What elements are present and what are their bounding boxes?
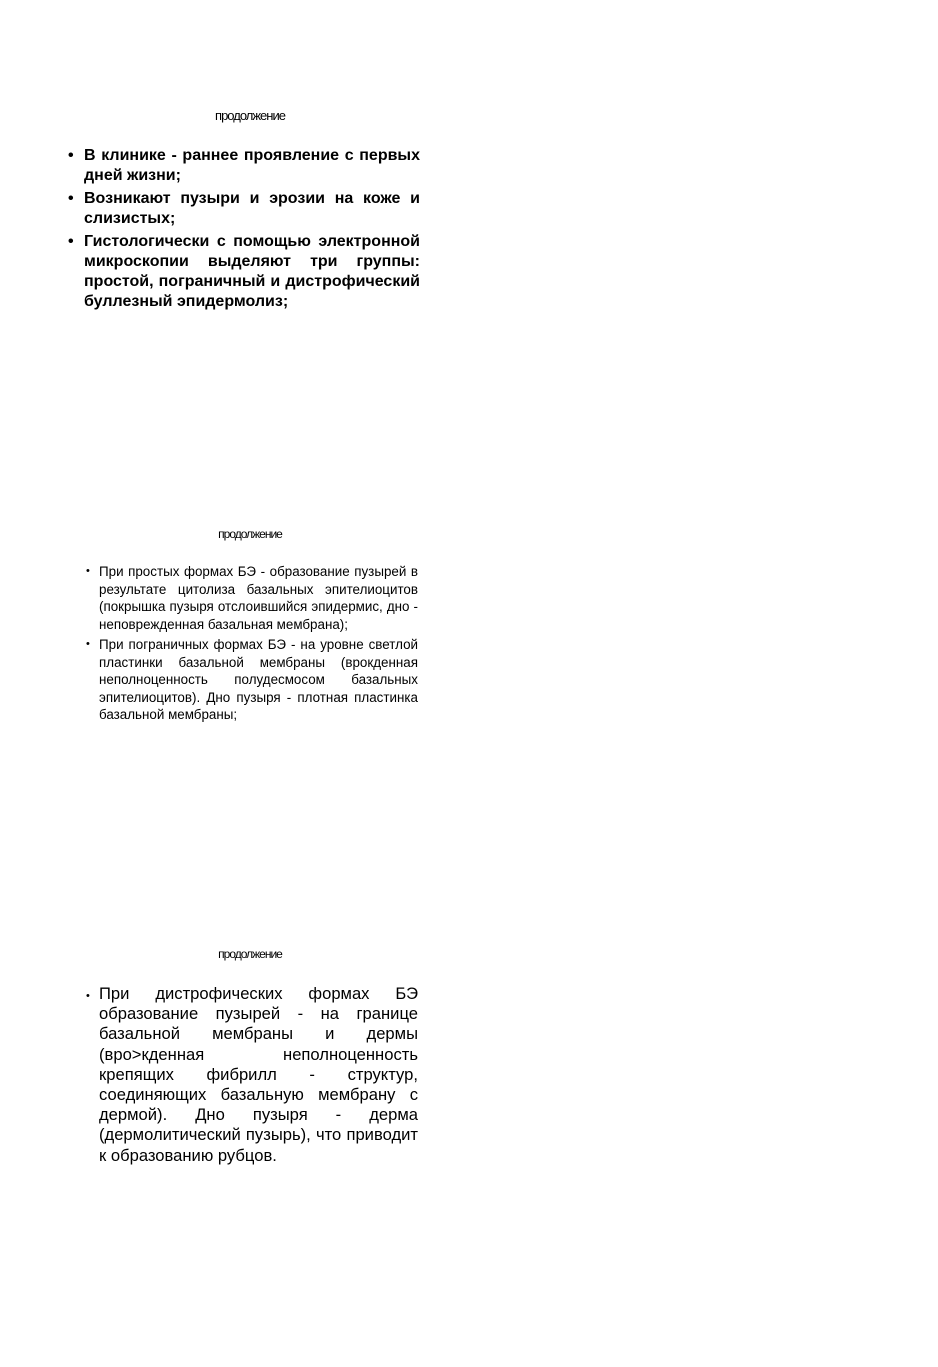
- bullet-icon: •: [86, 990, 90, 1002]
- list-item: [68, 146, 420, 186]
- slide-3-bullet-list: [86, 984, 418, 1166]
- slide-2-bullet-list: [86, 563, 418, 727]
- list-item-text: При пограничных формах БЭ - на уровне светлой пластинки базальной мембраны (врокденная неполноценность полудесмосом базальных эпителиоцитов). Дно пузыря - плотная пластинка базальной мембраны;: [99, 637, 418, 722]
- list-item: [86, 636, 418, 724]
- bullet-icon: •: [68, 233, 74, 250]
- list-item: [68, 189, 420, 229]
- list-item-text: При простых формах БЭ - образование пузырей в результате цитолиза базальных эпителиоцитов (покрышка пузыря отслоившийся эпидермис, дно - неповрежденная базальная мембрана);: [99, 564, 418, 632]
- list-item-text: При дистрофических формах БЭ образование пузырей - на границе базальной мембраны и дермы (вро>кденная неполноценность крепящих фибрилл - структур, соединяющих базальную мембрану с дермой). Дно пузыря - дерма (дермолитический пузырь), что приводит к образованию рубцов.: [99, 984, 418, 1165]
- bullet-icon: •: [68, 147, 74, 164]
- bullet-icon: •: [68, 190, 74, 207]
- list-item-text: Возникают пузыри и эрозии на коже и слизистых;: [84, 190, 420, 227]
- slide-1-bullet-list: [68, 146, 420, 315]
- list-item-text: В клинике - раннее проявление с первых дней жизни;: [84, 147, 420, 184]
- slide-2-heading: продолжение: [218, 527, 282, 541]
- slide-1-heading: продолжение: [215, 108, 285, 123]
- list-item-text: Гистологически с помощью электронной микроскопии выделяют три группы: простой, пограничный и дистрофический буллезный эпидермолиз;: [84, 233, 420, 310]
- list-item: [68, 232, 420, 312]
- list-item: [86, 563, 418, 633]
- bullet-icon: •: [86, 638, 90, 650]
- slide-3-heading: продолжение: [218, 947, 282, 961]
- list-item: [86, 984, 418, 1166]
- bullet-icon: •: [86, 565, 90, 577]
